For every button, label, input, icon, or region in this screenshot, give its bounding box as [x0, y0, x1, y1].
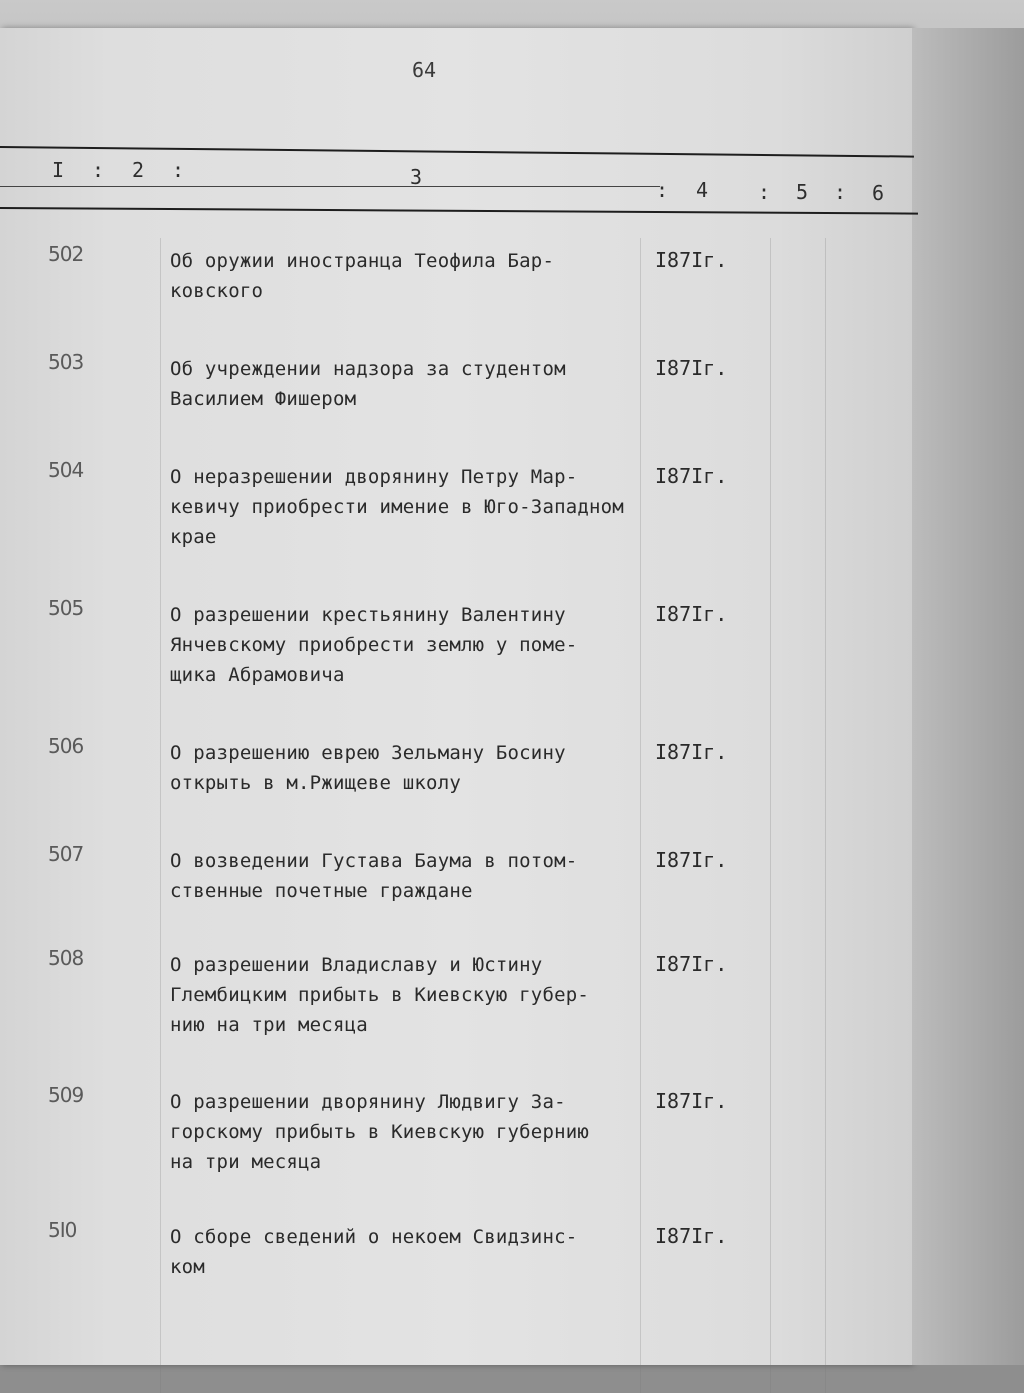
- column-guide: [825, 238, 826, 1393]
- entry-number: 507: [48, 842, 84, 866]
- entry-description: О сборе сведений о некоем Свидзинс- ком: [170, 1226, 578, 1278]
- entry-year: I87Iг.: [655, 952, 728, 976]
- entry-year: I87Iг.: [655, 464, 728, 488]
- entry-description: Об учреждении надзора за студентом Василием Фишером: [170, 358, 566, 410]
- page-number: 64: [412, 58, 437, 82]
- entry-description: О разрешении Владиславу и Юстину Глембицким прибыть в Киевскую губер- нию на три месяца: [170, 954, 590, 1036]
- column-guide: [160, 238, 161, 1393]
- column-header-5: 5: [796, 180, 809, 204]
- column-header-1: I: [52, 158, 65, 182]
- entry-year: I87Iг.: [655, 248, 728, 272]
- entry-number: 504: [48, 458, 84, 482]
- entry-number: 503: [48, 350, 84, 374]
- entry-number: 5I0: [48, 1218, 77, 1242]
- entry-number: 508: [48, 946, 84, 970]
- entry-number: 509: [48, 1083, 84, 1107]
- entry-number: 506: [48, 734, 84, 758]
- entry-number: 505: [48, 596, 84, 620]
- column-header-6: 6: [872, 181, 885, 205]
- column-header-4: 4: [696, 178, 709, 202]
- entry-description: О неразрешении дворянину Петру Мар- кевичу приобрести имение в Юго-Западном крае: [170, 466, 624, 548]
- header-rule-middle: [0, 186, 660, 187]
- column-separator: :: [172, 158, 185, 182]
- entry-year: I87Iг.: [655, 848, 728, 872]
- entry-description: О возведении Густава Баума в потом- ственные почетные граждане: [170, 850, 578, 902]
- entry-description: О разрешении дворянину Людвигу За- горскому прибыть в Киевскую губернию на три месяца: [170, 1091, 590, 1173]
- entry-description: О разрешению еврею Зельману Босину открыть в м.Ржищеве школу: [170, 742, 566, 794]
- entry-year: I87Iг.: [655, 1224, 728, 1248]
- entry-number: 502: [48, 242, 84, 266]
- entry-description: Об оружии иностранца Теофила Бар- ковского: [170, 250, 555, 302]
- column-separator: :: [92, 158, 105, 182]
- column-separator: :: [656, 178, 669, 202]
- column-separator: :: [758, 180, 771, 204]
- entry-year: I87Iг.: [655, 602, 728, 626]
- entry-year: I87Iг.: [655, 740, 728, 764]
- column-separator: :: [834, 180, 847, 204]
- column-guide: [770, 238, 771, 1393]
- column-header-3: 3: [410, 165, 423, 189]
- entry-year: I87Iг.: [655, 1089, 728, 1113]
- entry-description: О разрешении крестьянину Валентину Янчевскому приобрести землю у поме- щика Абрамовича: [170, 604, 578, 686]
- column-header-2: 2: [132, 158, 145, 182]
- page-edge: [912, 28, 1024, 1365]
- entry-year: I87Iг.: [655, 356, 728, 380]
